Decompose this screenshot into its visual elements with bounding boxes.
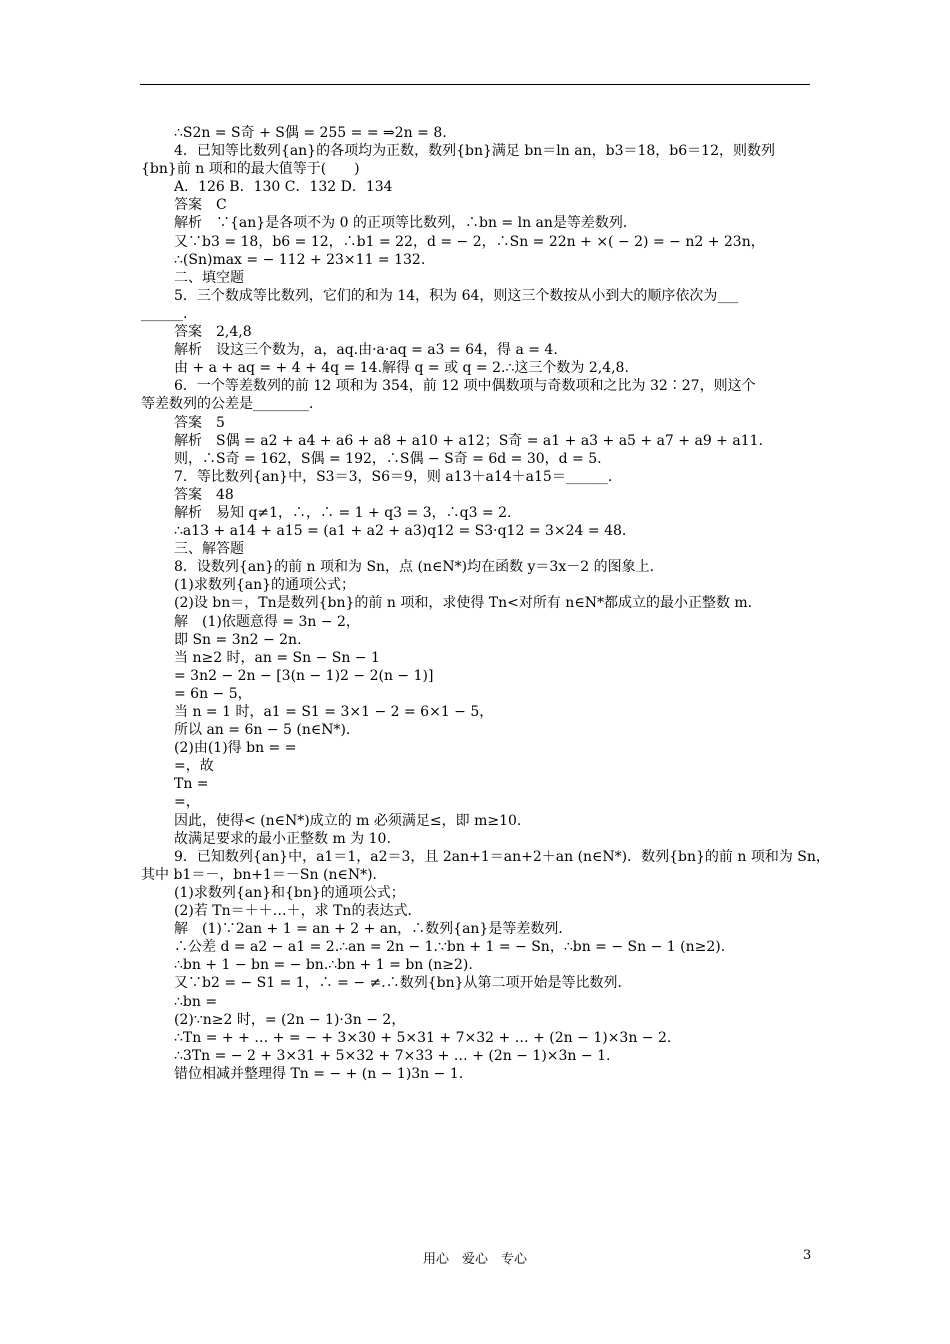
text-line: 所以 an = 6n − 5 (n∈N*). — [174, 722, 351, 739]
text-line: (2)由(1)得 bn = = — [174, 740, 297, 757]
text-line: 等差数列的公差是________． — [141, 396, 323, 413]
text-line: (2)∵n≥2 时，= (2n − 1)·3n − 2， — [174, 1011, 406, 1028]
text-line: 即 Sn = 3n2 − 2n. — [174, 631, 302, 648]
text-line: 解析 易知 q≠1，∴，∴ = 1 + q3 = 3，∴q3 = 2. — [174, 504, 512, 521]
text-line: 则，∴S奇 = 162，S偶 = 192，∴S偶 − S奇 = 6d = 30，d = 5. — [174, 450, 602, 467]
header-rule — [140, 84, 810, 85]
text-line: =，故 — [174, 758, 214, 775]
text-line: (2)若 Tn＝＋＋…＋，求 Tn的表达式． — [174, 903, 422, 920]
text-line: Tn = — [174, 776, 209, 793]
text-line: 6．一个等差数列的前 12 项和为 354，前 12 项中偶数项与奇数项和之比为 32∶27，则这个 — [174, 378, 756, 395]
text-line: ∴a13 + a14 + a15 = (a1 + a2 + a3)q12 = S3·q12 = 3×24 = 48. — [174, 523, 627, 540]
text-line: =， — [174, 794, 200, 811]
text-line: 9．已知数列{an}中，a1＝1，a2＝3，且 2an+1＝an+2＋an (n∈N*)．数列{bn}的前 n 项和为 Sn， — [174, 848, 830, 865]
text-line: (1)求数列{an}和{bn}的通项公式； — [174, 884, 405, 901]
text-line: 又∵b3 = 18，b6 = 12，∴b1 = 22，d = − 2，∴Sn = 22n + ×( − 2) = − n2 + 23n， — [174, 233, 765, 250]
text-line: 二、填空题 — [174, 269, 244, 286]
text-line: 又∵b2 = − S1 = 1，∴ = − ≠.∴数列{bn}从第二项开始是等比数列． — [174, 975, 632, 992]
text-line: 解析 ∵{an}是各项不为 0 的正项等比数列，∴bn = ln an是等差数列． — [174, 215, 637, 232]
text-line: 解 (1)∵2an + 1 = an + 2 + an，∴数列{an}是等差数列． — [174, 921, 573, 938]
text-line: 解析 设这三个数为，a，aq.由·a·aq = a3 = 64，得 a = 4. — [174, 342, 558, 359]
text-line: 4．已知等比数列{an}的各项均为正数，数列{bn}满足 bn＝ln an，b3＝18，b6＝12，则数列 — [174, 143, 775, 160]
text-line: 错位相减并整理得 Tn = − + (n − 1)3n − 1. — [174, 1065, 464, 1082]
text-line: {bn}前 n 项和的最大值等于( ) — [141, 161, 360, 178]
text-line: 答案 2,4,8 — [174, 324, 252, 341]
text-line: ∴公差 d = a2 − a1 = 2.∴an = 2n − 1.∵bn + 1 = − Sn，∴bn = − Sn − 1 (n≥2). — [174, 939, 726, 956]
text-line: (1)求数列{an}的通项公式； — [174, 577, 356, 594]
page-number: 3 — [803, 1248, 812, 1263]
text-line: 7．等比数列{an}中，S3＝3，S6＝9，则 a13＋a14＋a15＝______. — [174, 468, 613, 485]
text-line: 因此，使得< (n∈N*)成立的 m 必须满足≤，即 m≥10. — [174, 812, 522, 829]
text-line: ∴(Sn)max = − 112 + 23×11 = 132. — [174, 251, 426, 268]
text-line: 答案 48 — [174, 486, 234, 503]
text-line: 8．设数列{an}的前 n 项和为 Sn，点 (n∈N*)均在函数 y＝3x－2 的图象上． — [174, 559, 664, 576]
page-body — [141, 124, 830, 1083]
text-line: ∴Tn = + + … + = − + 3×30 + 5×31 + 7×32 + … + (2n − 1)×3n − 2. — [174, 1029, 672, 1046]
text-line: ∴S2n = S奇 + S偶 = 255 = = ⇒2n = 8. — [174, 125, 447, 141]
text-line: ∴3Tn = − 2 + 3×31 + 5×32 + 7×33 + … + (2n − 1)×3n − 1. — [174, 1047, 611, 1064]
text-line: 当 n≥2 时，an = Sn − Sn − 1 — [174, 649, 380, 666]
text-line: 由 + a + aq = + 4 + 4q = 14.解得 q = 或 q = 2.∴这三个数为 2,4,8. — [174, 360, 629, 377]
text-line: 5．三个数成等比数列，它们的和为 14，积为 64，则这三个数按从小到大的顺序依次为___ — [174, 287, 739, 304]
footer-motto: 用心 爱心 专心 — [422, 1252, 527, 1267]
text-line: 故满足要求的最小正整数 m 为 10. — [174, 830, 391, 847]
text-line: 解析 S偶 = a2 + a4 + a6 + a8 + a10 + a12；S奇 = a1 + a3 + a5 + a7 + a9 + a11. — [174, 432, 763, 449]
text-line: 答案 5 — [174, 414, 225, 431]
text-line: A．126 B．130 C．132 D．134 — [174, 179, 393, 196]
text-line: 当 n = 1 时，a1 = S1 = 3×1 − 2 = 6×1 − 5， — [174, 704, 494, 720]
text-line: ∴bn + 1 − bn = − bn.∴bn + 1 = bn (n≥2). — [174, 957, 473, 974]
text-line: (2)设 bn＝，Tn是数列{bn}的前 n 项和，求使得 Tn<对所有 n∈N*都成立的最小正整数 m. — [174, 595, 753, 612]
text-line: ∴bn = — [174, 993, 218, 1010]
text-line: 解 (1)依题意得 = 3n − 2， — [174, 613, 360, 630]
text-line: 三、解答题 — [174, 541, 244, 558]
text-line: = 3n2 − 2n − [3(n − 1)2 − 2(n − 1)] — [174, 667, 434, 684]
text-line: 答案 C — [174, 197, 227, 214]
text-line: ______. — [141, 305, 188, 322]
text-line: = 6n − 5， — [174, 685, 252, 702]
text-line: 其中 b1＝－，bn+1＝－Sn (n∈N*)． — [141, 866, 387, 883]
